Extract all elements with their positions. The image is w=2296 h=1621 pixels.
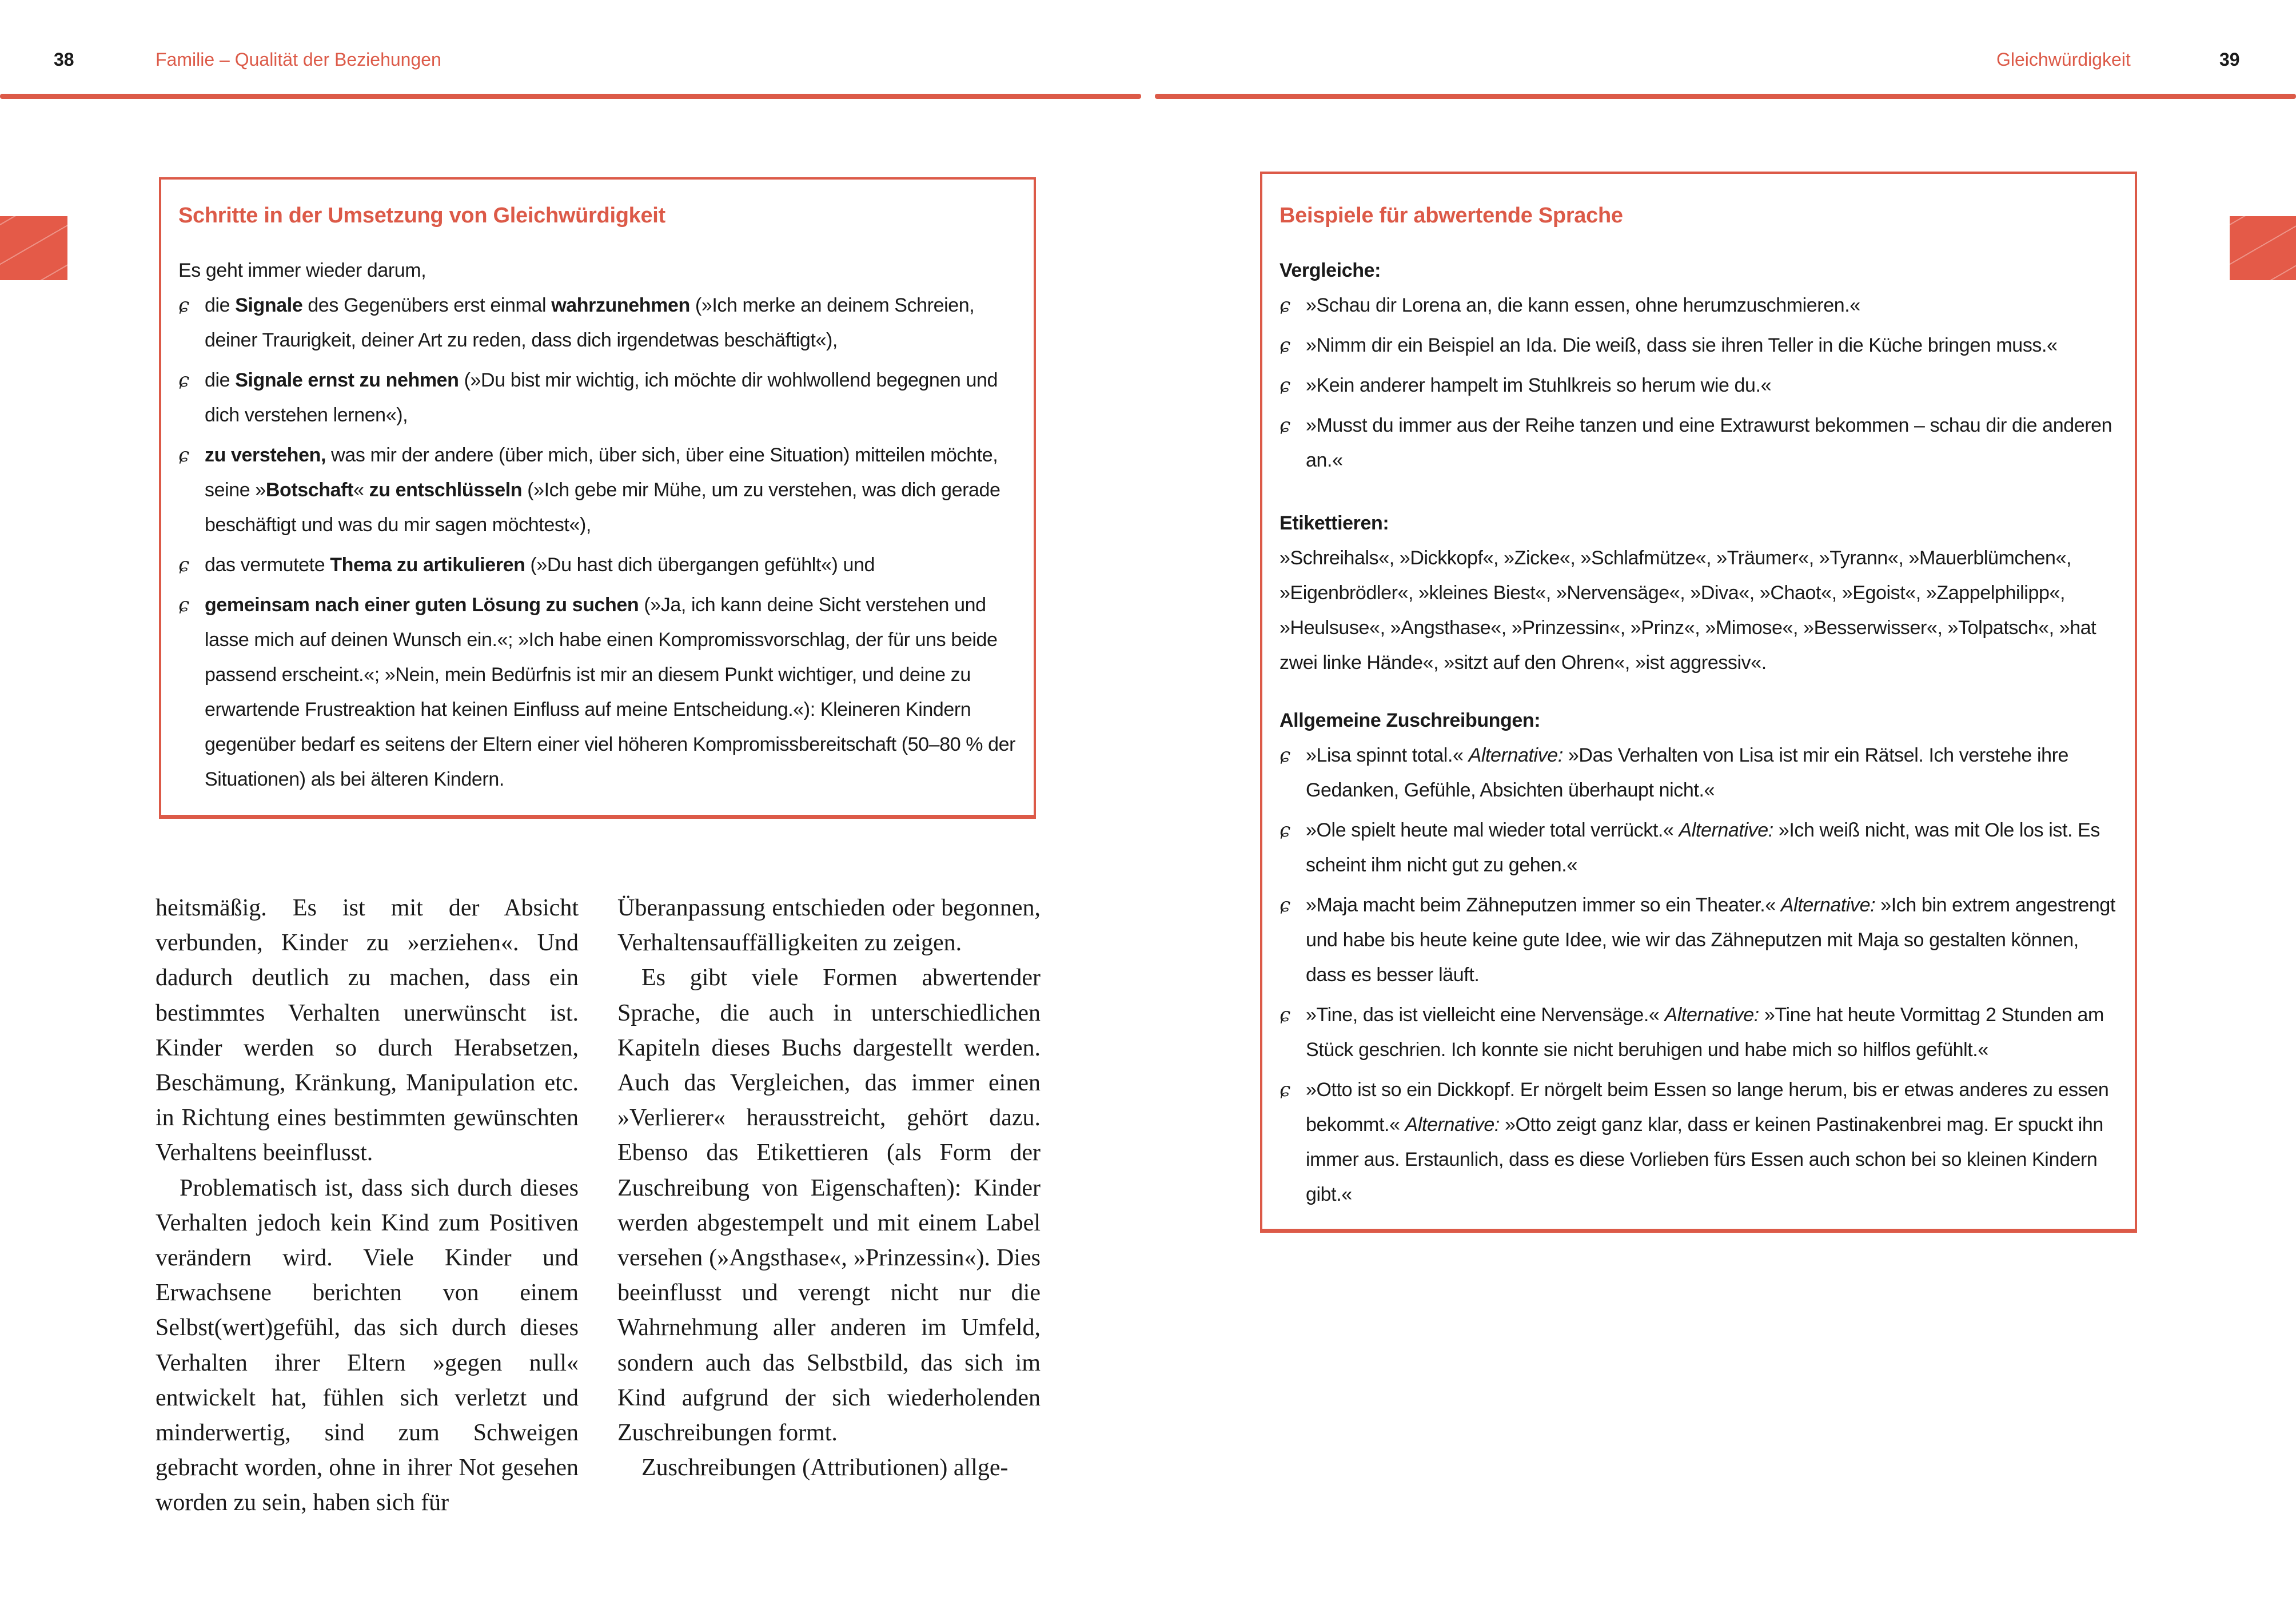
bullet-text: (»Ich merke an deinem Schreien, deiner Traurigkeit, deiner Art zu reden, dass dich irgendetwas beschäftigt«),	[205, 294, 975, 351]
spiral-bullet-icon: ɕ	[1279, 374, 1290, 397]
steps-intro: Es geht immer wieder darum,	[178, 260, 426, 281]
alternative-label: Alternative:	[1664, 1004, 1759, 1026]
bullet-text: die	[205, 369, 236, 391]
spiral-bullet-icon: ɕ	[1279, 819, 1290, 842]
emphasis-text: zu verstehen,	[205, 444, 326, 466]
spiral-bullet-icon: ɕ	[178, 294, 189, 317]
chapter-tab-marker-left	[0, 216, 67, 280]
spiral-bullet-icon: ɕ	[1279, 894, 1290, 917]
spiral-bullet-icon: ɕ	[1279, 294, 1290, 317]
body-paragraph: Zuschreibungen (Attributionen) allge-	[641, 1455, 1009, 1481]
bullet-item	[1279, 288, 2118, 323]
steps-box-title: Schritte in der Umsetzung von Gleichwürdigkeit	[178, 204, 665, 228]
page-number-right: 39	[2219, 49, 2240, 70]
steps-list	[178, 288, 1017, 797]
section-heading: Vergleiche:	[1279, 260, 1381, 281]
bullet-text: »Otto ist so ein Dickkopf. Er nörgelt beim Essen so lange herum, bis er etwas anderes zu essen bekommt.«	[1306, 1079, 2109, 1136]
body-paragraph: Es gibt viele Formen abwertender Sprache, die auch in unterschiedlichen Kapiteln dieses Buchs dargestellt werden. Auch das Vergleichen, das immer einen »Verlierer« herausstreicht, gehört dazu. Ebenso das Etikettieren (als Form der Zuschreibung von Eigenschaften): Kinder werden abgestempelt und mit einem Label versehen (»Angsthase«, »Prinzessin«). Dies beeinflusst und verengt nicht nur die Wahrnehmung aller anderen im Umfeld, sondern auch das Selbstbild, das sich im Kind aufgrund der sich wiederholenden Zuschreibungen formt.	[617, 965, 1041, 1447]
bullet-text: »Ich weiß nicht, was mit Ole los ist. Es scheint ihm nicht gut zu gehen.«	[1306, 819, 2100, 876]
examples-box	[1260, 172, 2137, 1233]
bullet-text: »Tine, das ist vielleicht eine Nervensäge.«	[1306, 1004, 1665, 1026]
bullet-text: was mir der andere (über mich, über sich, über eine Situation) mitteilen möchte, seine »	[205, 444, 998, 501]
header-rule-right	[1155, 94, 2296, 99]
emphasis-text: Signale	[235, 294, 303, 316]
steps-box	[159, 177, 1036, 819]
emphasis-text: gemeinsam nach einer guten Lösung zu suchen	[205, 594, 639, 616]
bullet-item	[1279, 738, 2118, 808]
bullet-item	[1279, 998, 2118, 1068]
header-rule-left	[0, 94, 1141, 99]
example-list	[1279, 288, 2118, 478]
bullet-text: »Ich bin extrem angestrengt und habe bis heute keine gute Idee, wie wir das Zähneputzen mit Maja so gestalten können, dass es besser läuft.	[1306, 894, 2115, 986]
emphasis-text: Thema zu artikulieren	[330, 554, 525, 576]
spiral-bullet-icon: ɕ	[178, 444, 189, 467]
bullet-text: «	[353, 479, 369, 501]
steps-box-body	[178, 253, 1017, 797]
bullet-text: des Gegenübers erst einmal	[302, 294, 552, 316]
bullet-item	[178, 548, 1017, 583]
emphasis-text: Botschaft	[265, 479, 354, 501]
bullet-text: »Schau dir Lorena an, die kann essen, ohne herumzuschmieren.«	[1306, 294, 1860, 316]
chapter-tab-marker-right	[2230, 216, 2296, 280]
bullet-text: (»Ich gebe mir Mühe, um zu verstehen, was dich gerade beschäftigt und was du mir sagen möchtest«),	[205, 479, 1000, 536]
bullet-text: »Musst du immer aus der Reihe tanzen und eine Extrawurst bekommen – schau dir die anderen an.«	[1306, 415, 2112, 471]
example-list	[1279, 738, 2118, 1212]
bullet-text: (»Du bist mir wichtig, ich möchte dir wohlwollend begegnen und dich verstehen lernen«),	[205, 369, 998, 426]
section-heading: Allgemeine Zuschreibungen:	[1279, 710, 1541, 731]
body-paragraph: heitsmäßig. Es ist mit der Absicht verbunden, Kinder zu »erziehen«. Und dadurch deutlich zu machen, dass ein bestimmtes Verhalten unerwünscht ist. Kinder werden so durch Herabsetzen, Beschämung, Kränkung, Manipulation etc. in Richtung eines bestimmten gewünschten Verhaltens beeinflusst.	[156, 895, 579, 1166]
section-gap	[1279, 483, 2118, 506]
spiral-bullet-icon: ɕ	[1279, 744, 1290, 767]
body-column-right	[617, 891, 1041, 1485]
spiral-bullet-icon: ɕ	[178, 369, 189, 392]
body-paragraph: Überanpassung entschieden oder begonnen, Verhaltensauffälligkeiten zu zeigen.	[617, 895, 1041, 957]
bullet-item	[1279, 368, 2118, 403]
spiral-bullet-icon: ɕ	[1279, 414, 1290, 437]
emphasis-text: zu entschlüsseln	[369, 479, 523, 501]
bullet-text: (»Du hast dich übergangen gefühlt«) und	[525, 554, 875, 576]
running-head-right: Gleichwürdigkeit	[1996, 49, 2131, 70]
bullet-text: »Ole spielt heute mal wieder total verrückt.«	[1306, 819, 1679, 841]
body-column-left	[156, 891, 579, 1521]
alternative-label: Alternative:	[1780, 894, 1876, 916]
bullet-item	[178, 438, 1017, 543]
emphasis-text: Signale ernst zu nehmen	[235, 369, 459, 391]
bullet-item	[178, 288, 1017, 358]
emphasis-text: wahrzunehmen	[551, 294, 690, 316]
bullet-item	[178, 363, 1017, 433]
bullet-text: »Maja macht beim Zähneputzen immer so ein Theater.«	[1306, 894, 1781, 916]
bullet-text: »Kein anderer hampelt im Stuhlkreis so herum wie du.«	[1306, 375, 1772, 396]
bullet-item	[1279, 813, 2118, 883]
bullet-text: »Lisa spinnt total.«	[1306, 744, 1469, 766]
bullet-item	[1279, 1073, 2118, 1212]
running-head-left: Familie – Qualität der Beziehungen	[156, 49, 441, 70]
bullet-text: »Nimm dir ein Beispiel an Ida. Die weiß, dass sie ihren Teller in die Küche bringen muss.«	[1306, 334, 2058, 356]
bullet-text: »Otto zeigt ganz klar, dass er keinen Pastinakenbrei mag. Er spuckt ihn immer aus. Erstaunlich, dass es diese Vorlieben fürs Essen auch schon bei so kleinen Kindern gibt.«	[1306, 1114, 2103, 1205]
spiral-bullet-icon: ɕ	[178, 553, 189, 576]
examples-box-title: Beispiele für abwertende Sprache	[1279, 204, 1623, 228]
alternative-label: Alternative:	[1468, 744, 1563, 766]
spiral-bullet-icon: ɕ	[1279, 1078, 1290, 1101]
spiral-bullet-icon: ɕ	[1279, 334, 1290, 357]
examples-box-body	[1279, 253, 2118, 1212]
bullet-item	[1279, 888, 2118, 993]
spiral-bullet-icon: ɕ	[1279, 1003, 1290, 1026]
body-paragraph: Problematisch ist, dass sich durch dieses Verhalten jedoch kein Kind zum Positiven verändern wird. Viele Kinder und Erwachsene berichten von einem Selbst(wert)gefühl, das sich durch dieses Verhalten ihrer Eltern »gegen null« entwickelt hat, fühlen sich verletzt und minderwertig, sind zum Schweigen gebracht worden, ohne in ihrer Not gesehen worden zu sein, haben sich für	[156, 1174, 579, 1516]
bullet-item	[1279, 408, 2118, 478]
alternative-label: Alternative:	[1679, 819, 1773, 841]
bullet-text: das vermutete	[205, 554, 330, 576]
bullet-text: (»Ja, ich kann deine Sicht verstehen und lasse mich auf deinen Wunsch ein.«; »Ich habe einen Kompromissvorschlag, der für uns beide passend erscheint.«; »Nein, mein Bedürfnis ist mir an diesem Punkt wichtiger, und deine zu erwartende Frustreaktion hat keinen Einfluss auf meine Entscheidung.«): Kleineren Kindern gegenüber bedarf es seitens der Eltern einer viel höheren Kompromissbereitschaft (50–80 % der Situationen) als bei älteren Kindern.	[205, 594, 1016, 790]
label-list-text: »Schreihals«, »Dickkopf«, »Zicke«, »Schlafmütze«, »Träumer«, »Tyrann«, »Mauerblümchen«, »Eigenbrödler«, »kleines Biest«, »Nervensäge«, »Diva«, »Chaot«, »Egoist«, »Zappelphilipp«, »Heulsuse«, »Angsthase«, »Prinzessin«, »Prinz«, »Mimose«, »Besserwisser«, »Tolpatsch«, »hat zwei linke Hände«, »sitzt auf den Ohren«, »ist aggressiv«.	[1279, 547, 2096, 674]
bullet-item	[1279, 328, 2118, 363]
bullet-text: »Tine hat heute Vormittag 2 Stunden am Stück geschrien. Ich konnte sie nicht beruhigen und habe mich so hilflos gefühlt.«	[1306, 1004, 2104, 1061]
bullet-text: die	[205, 294, 236, 316]
bullet-text: »Das Verhalten von Lisa ist mir ein Rätsel. Ich verstehe ihre Gedanken, Gefühle, Absichten überhaupt nicht.«	[1306, 744, 2069, 801]
page-number-left: 38	[54, 49, 74, 70]
spiral-bullet-icon: ɕ	[178, 594, 189, 616]
alternative-label: Alternative:	[1405, 1114, 1500, 1136]
bullet-item	[178, 588, 1017, 797]
section-gap	[1279, 680, 2118, 703]
section-heading: Etikettieren:	[1279, 512, 1389, 534]
